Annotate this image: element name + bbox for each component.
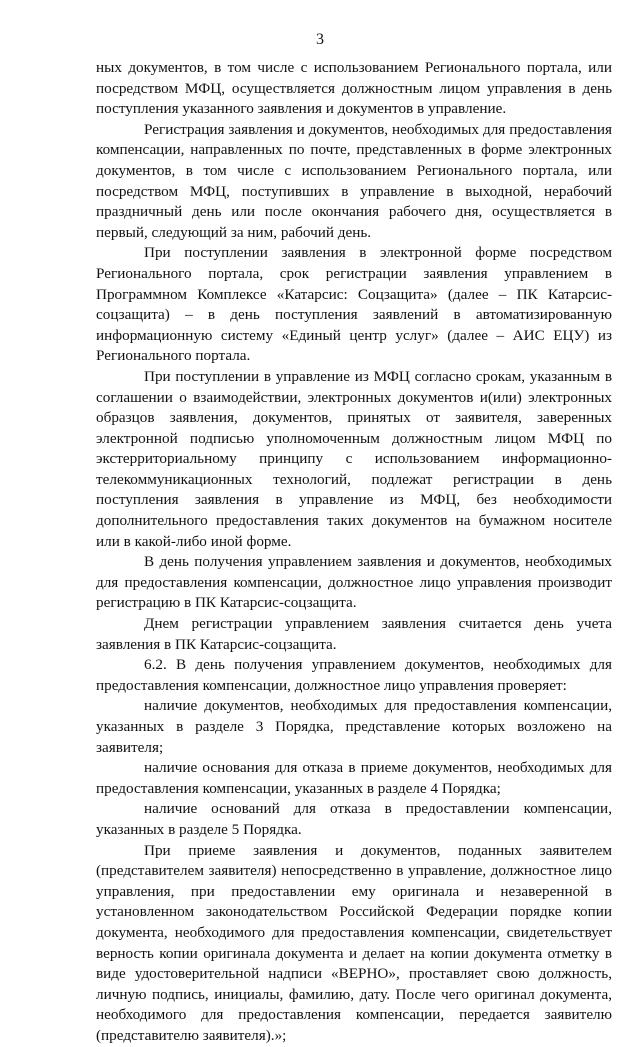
document-body [96, 58, 612, 1047]
paragraph-10: наличие оснований для отказа в предоставлении компенсации, указанных в разделе 5 Порядка. [96, 800, 612, 838]
paragraph-5: В день получения управлением заявления и документов, необходимых для предоставления компенсации, должностное лицо управления производит регистрацию в ПК Катарсис-соцзащита. [96, 553, 612, 612]
paragraph-9: наличие основания для отказа в приеме документов, необходимых для предоставления компенсации, указанных в разделе 4 Порядка; [96, 759, 612, 797]
paragraph-6: Днем регистрации управлением заявления считается день учета заявления в ПК Катарсис-соцзащита. [96, 615, 612, 653]
paragraph-7: 6.2. В день получения управлением документов, необходимых для предоставления компенсации, должностное лицо управления проверяет: [96, 656, 612, 694]
paragraph-8: наличие документов, необходимых для предоставления компенсации, указанных в разделе 3 Порядка, представление которых возложено на заявителя; [96, 697, 612, 756]
page-number: 3 [316, 31, 324, 48]
paragraph-11: При приеме заявления и документов, поданных заявителем (представителем заявителя) непосредственно в управление, должностное лицо управления, при предоставлении ему оригинала и незаверенной в установленном законодательством Российской Федерации порядке копии документа, необходимого для предоставления компенсации, свидетельствует верность копии оригинала документа и делает на копии документа отметку в виде удостоверительной надписи «ВЕРНО», проставляет свою должность, личную подпись, инициалы, фамилию, дату. После чего оригинал документа, необходимого для предоставления компенсации, передается заявителю (представителю заявителя).»; [96, 841, 612, 1044]
paragraph-4: При поступлении в управление из МФЦ согласно срокам, указанным в соглашении о взаимодействии, электронных документов и(или) электронных образцов заявления, документов, принятых от заявителя, заверенных электронной подписью уполномоченным должностным лицом МФЦ по экстерриториальному принципу с использованием информационно-телекоммуникационных технологий, подлежат регистрации в день поступления заявления в управление из МФЦ, без необходимости дополнительного предоставления таких документов на бумажном носителе или в какой-либо иной форме. [96, 367, 612, 550]
paragraph-2: Регистрация заявления и документов, необходимых для предоставления компенсации, направленных по почте, представленных в форме электронных документов, в том числе с использованием Регионального портала, или посредством МФЦ, поступивших в управление в выходной, нерабочий праздничный день или после окончания рабочего дня, осуществляется в первый, следующий за ним, рабочий день. [96, 120, 612, 241]
paragraph-3: При поступлении заявления в электронной форме посредством Регионального портала, срок регистрации заявления управлением в Программном Комплексе «Катарсис: Соцзащита» (далее – ПК Катарсис-соцзащита) – в день поступления заявлений в автоматизированную информационную систему «Единый центр услуг» (далее – АИС ЕЦУ) из Регионального портала. [96, 244, 612, 365]
paragraph-1: ных документов, в том числе с использованием Регионального портала, или посредством МФЦ, осуществляется должностным лицом управления в день поступления указанного заявления и документов в управление. [96, 59, 612, 118]
